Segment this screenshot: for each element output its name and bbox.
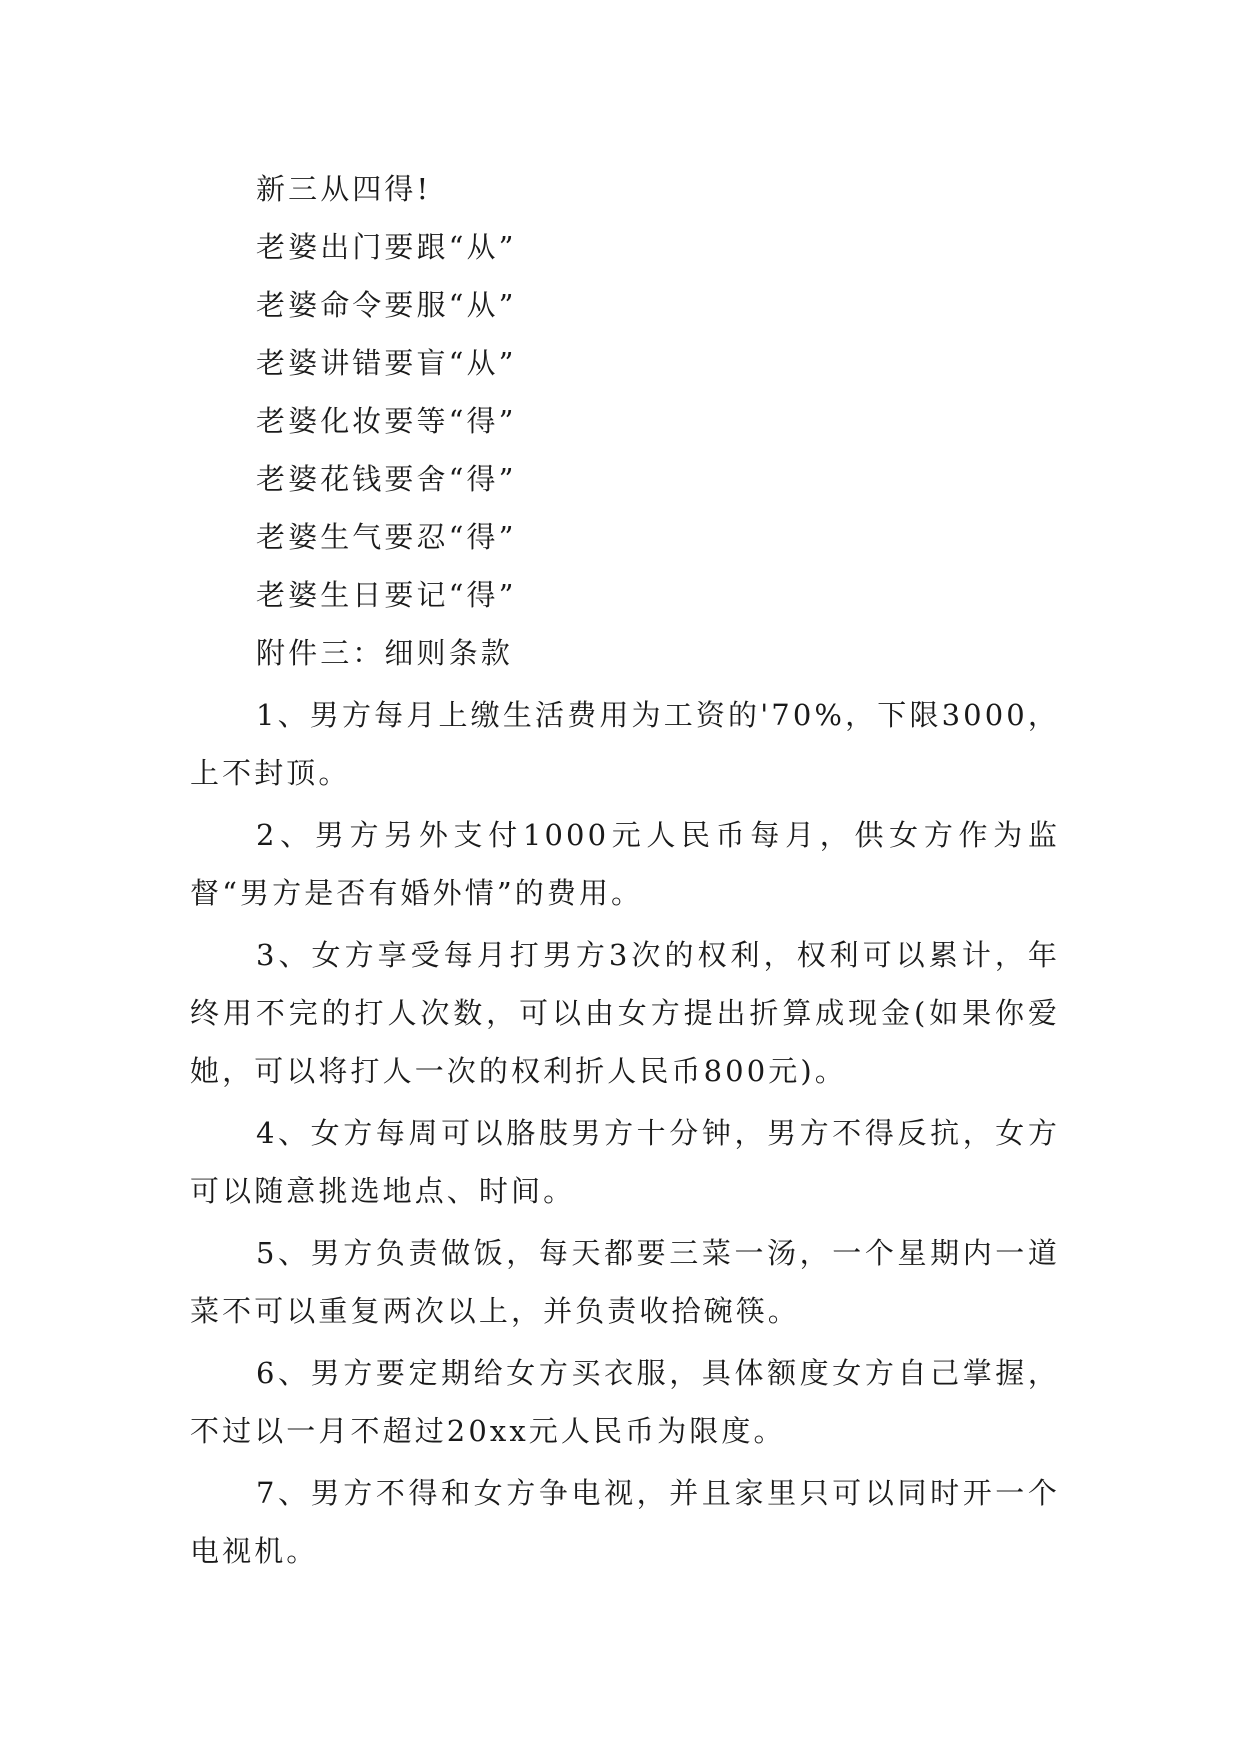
section-heading: 附件三：细则条款 — [256, 636, 513, 670]
clause-paragraph: 7、男方不得和女方争电视，并且家里只可以同时开一个电视机。 — [190, 1476, 1060, 1568]
rule-line: 老婆生日要记“得” — [256, 578, 517, 612]
rule-line: 老婆生气要忍“得” — [256, 520, 517, 554]
rule-line: 老婆花钱要舍“得” — [256, 462, 517, 496]
clause-paragraph: 1、男方每月上缴生活费用为工资的'70%，下限3000，上不封顶。 — [190, 698, 1060, 790]
heading-line: 新三从四得! — [256, 172, 432, 206]
rule-line: 老婆命令要服“从” — [256, 288, 517, 322]
clause-paragraph: 2、男方另外支付1000元人民币每月，供女方作为监督“男方是否有婚外情”的费用。 — [190, 818, 1060, 910]
rule-line: 老婆出门要跟“从” — [256, 230, 517, 264]
rule-line: 老婆化妆要等“得” — [256, 404, 517, 438]
clause-paragraph: 3、女方享受每月打男方3次的权利，权利可以累计，年终用不完的打人次数，可以由女方提出折算成现金(如果你爱她，可以将打人一次的权利折人民币800元)。 — [190, 938, 1060, 1088]
clause-paragraph: 6、男方要定期给女方买衣服，具体额度女方自己掌握，不过以一月不超过20xx元人民币为限度。 — [190, 1356, 1060, 1448]
clause-paragraph: 4、女方每周可以胳肢男方十分钟，男方不得反抗，女方可以随意挑选地点、时间。 — [190, 1116, 1060, 1208]
rule-line: 老婆讲错要盲“从” — [256, 346, 517, 380]
clause-paragraph: 5、男方负责做饭，每天都要三菜一汤，一个星期内一道菜不可以重复两次以上，并负责收拾碗筷。 — [190, 1236, 1060, 1328]
document-body — [190, 160, 1060, 1580]
